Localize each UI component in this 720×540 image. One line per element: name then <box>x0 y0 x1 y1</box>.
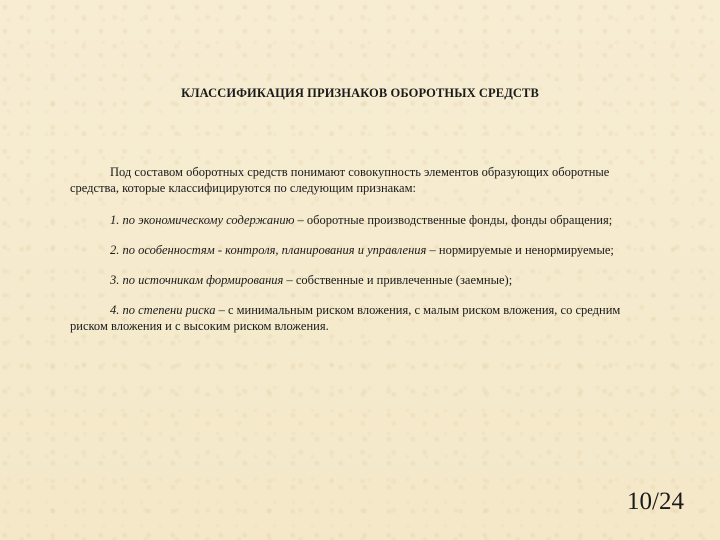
item-4-text: – с минимальным риском вложения, с малым риском вложения, со средним риском вложения и с высоким риском вложения. <box>70 303 621 333</box>
item-4-lead: 4. по степени риска <box>110 303 216 317</box>
intro-paragraph: Под составом оборотных средств понимают совокупность элементов образующих оборотные средства, которые классифицируются по следующим признакам: <box>70 165 610 195</box>
classification-item-3 <box>70 272 635 288</box>
item-3-text: – собственные и привлеченные (заемные); <box>283 273 513 287</box>
slide-title: КЛАССИФИКАЦИЯ ПРИЗНАКОВ ОБОРОТНЫХ СРЕДСТВ <box>181 86 539 100</box>
classification-item-2 <box>70 242 635 258</box>
item-1-lead: 1. по экономическому содержанию <box>110 213 295 227</box>
item-3-lead: 3. по источникам формирования <box>110 273 284 287</box>
classification-item-4 <box>70 302 635 334</box>
slide-body <box>70 164 635 348</box>
item-2-text: – нормируемые и ненормируемые; <box>426 243 614 257</box>
page-number: 10/24 <box>627 488 684 515</box>
classification-item-1 <box>70 212 635 228</box>
item-1-text: – оборотные производственные фонды, фонды обращения; <box>294 213 613 227</box>
item-2-lead: 2. по особенностям - контроля, планирования и управления <box>110 243 427 257</box>
